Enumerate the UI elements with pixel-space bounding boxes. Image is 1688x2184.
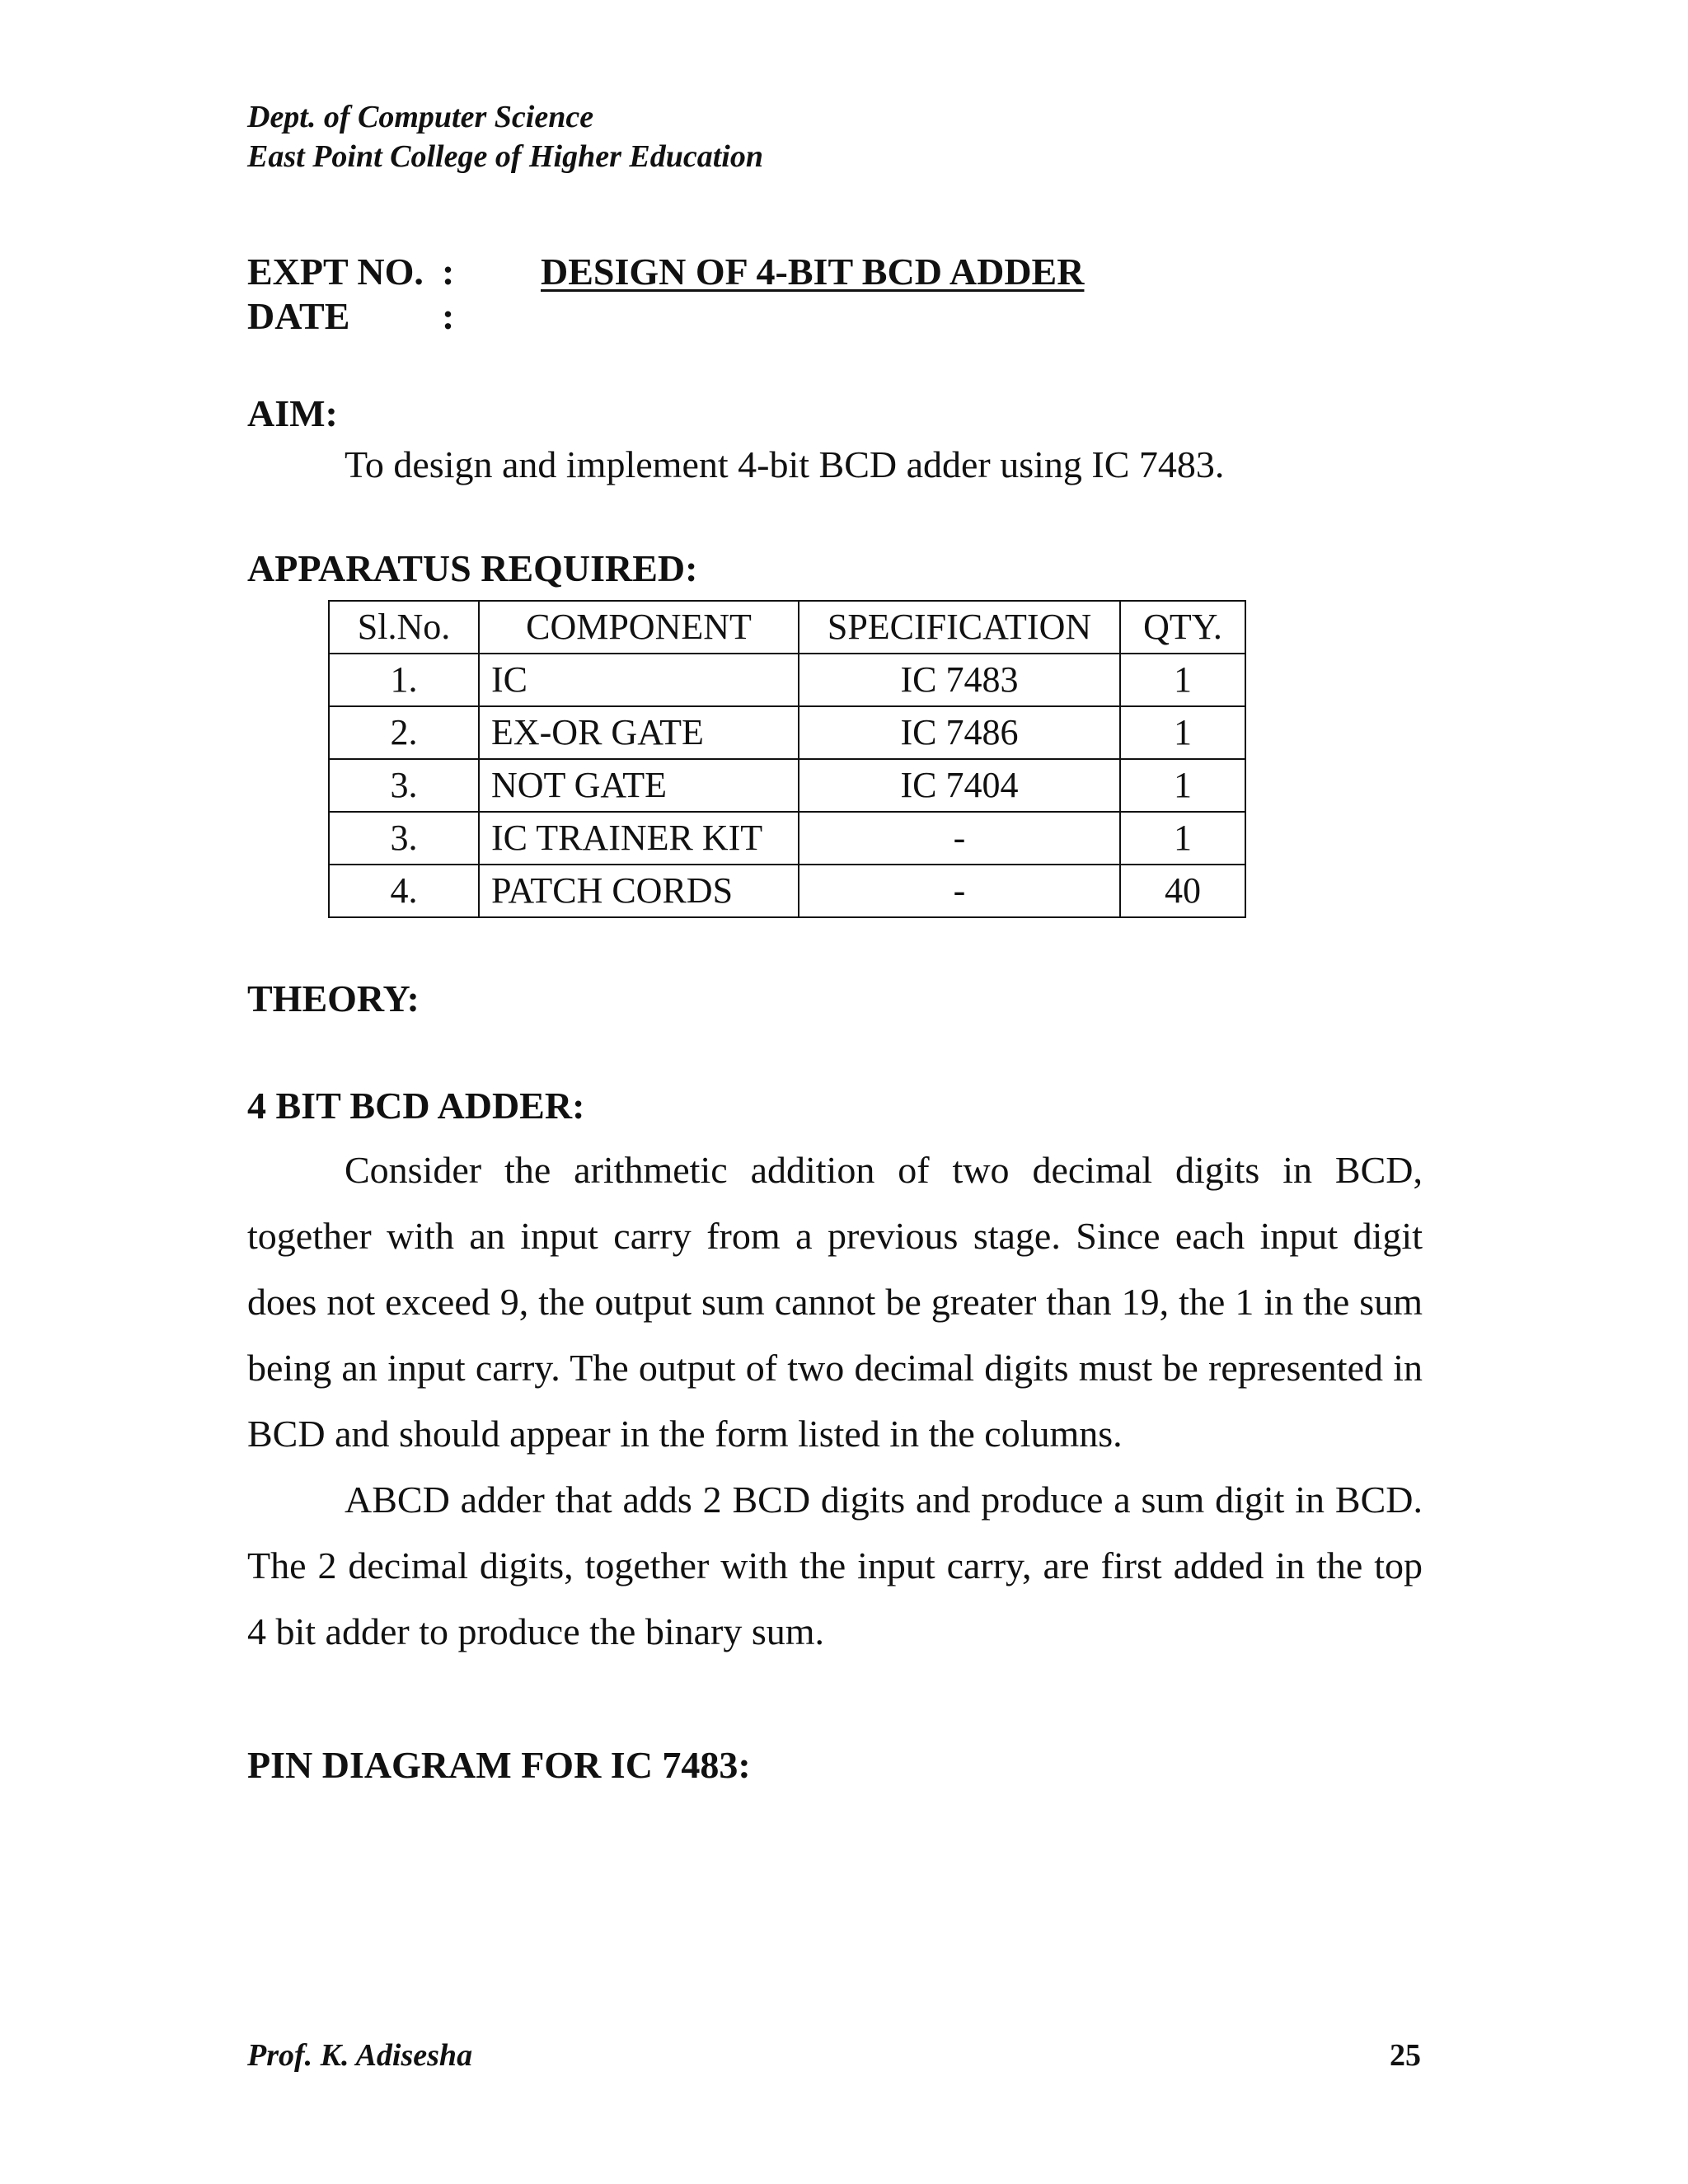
cell-component: NOT GATE	[479, 759, 799, 812]
table-row	[329, 759, 1245, 812]
column-header: Sl.No.	[329, 601, 479, 654]
apparatus-table	[328, 600, 1246, 918]
column-header: COMPONENT	[479, 601, 799, 654]
cell-qty: 1	[1120, 706, 1245, 759]
experiment-title: DESIGN OF 4-BIT BCD ADDER	[541, 251, 1085, 293]
bcd-adder-subheading: 4 BIT BCD ADDER:	[247, 1085, 585, 1127]
cell-component: PATCH CORDS	[479, 865, 799, 917]
theory-heading: THEORY:	[247, 977, 420, 1019]
cell-qty: 1	[1120, 654, 1245, 706]
cell-component: EX-OR GATE	[479, 706, 799, 759]
expt-no-label: EXPT NO.	[247, 251, 424, 293]
header-dept: Dept. of Computer Science	[247, 100, 594, 134]
cell-sl-no: 1.	[329, 654, 479, 706]
cell-component: IC TRAINER KIT	[479, 812, 799, 865]
cell-specification: -	[799, 812, 1120, 865]
footer-author: Prof. K. Adisesha	[247, 2038, 473, 2073]
cell-sl-no: 3.	[329, 759, 479, 812]
table-row	[329, 865, 1245, 917]
cell-component: IC	[479, 654, 799, 706]
apparatus-heading: APPARATUS REQUIRED:	[247, 547, 698, 589]
theory-paragraph-1: Consider the arithmetic addition of two decimal digits in BCD, together with an input carry from a previous stage. Since each input digit does not exceed 9, the output sum cannot be greater than 19, the 1 in the sum being an input carry. The output of two decimal digits must be represented in BCD and should appear in the form listed in the columns.	[247, 1149, 1423, 1455]
cell-specification: IC 7404	[799, 759, 1120, 812]
cell-sl-no: 2.	[329, 706, 479, 759]
page-number: 25	[1390, 2038, 1421, 2073]
expt-no-colon: :	[442, 251, 455, 293]
cell-qty: 1	[1120, 812, 1245, 865]
column-header: SPECIFICATION	[799, 601, 1120, 654]
table-row	[329, 654, 1245, 706]
table-row	[329, 812, 1245, 865]
header-college: East Point College of Higher Education	[247, 139, 763, 174]
pin-diagram-heading: PIN DIAGRAM FOR IC 7483:	[247, 1744, 751, 1786]
date-colon: :	[442, 295, 455, 337]
aim-text: To design and implement 4-bit BCD adder using IC 7483.	[345, 443, 1225, 485]
table-header-row	[329, 601, 1245, 654]
cell-specification: IC 7483	[799, 654, 1120, 706]
cell-specification: -	[799, 865, 1120, 917]
cell-specification: IC 7486	[799, 706, 1120, 759]
cell-qty: 40	[1120, 865, 1245, 917]
table-row	[329, 706, 1245, 759]
theory-paragraph-2: ABCD adder that adds 2 BCD digits and produce a sum digit in BCD. The 2 decimal digits, together with the input carry, are first added in the top 4 bit adder to produce the binary sum.	[247, 1479, 1423, 1652]
column-header: QTY.	[1120, 601, 1245, 654]
aim-heading: AIM:	[247, 392, 338, 434]
date-label: DATE	[247, 295, 350, 337]
cell-sl-no: 3.	[329, 812, 479, 865]
cell-sl-no: 4.	[329, 865, 479, 917]
cell-qty: 1	[1120, 759, 1245, 812]
